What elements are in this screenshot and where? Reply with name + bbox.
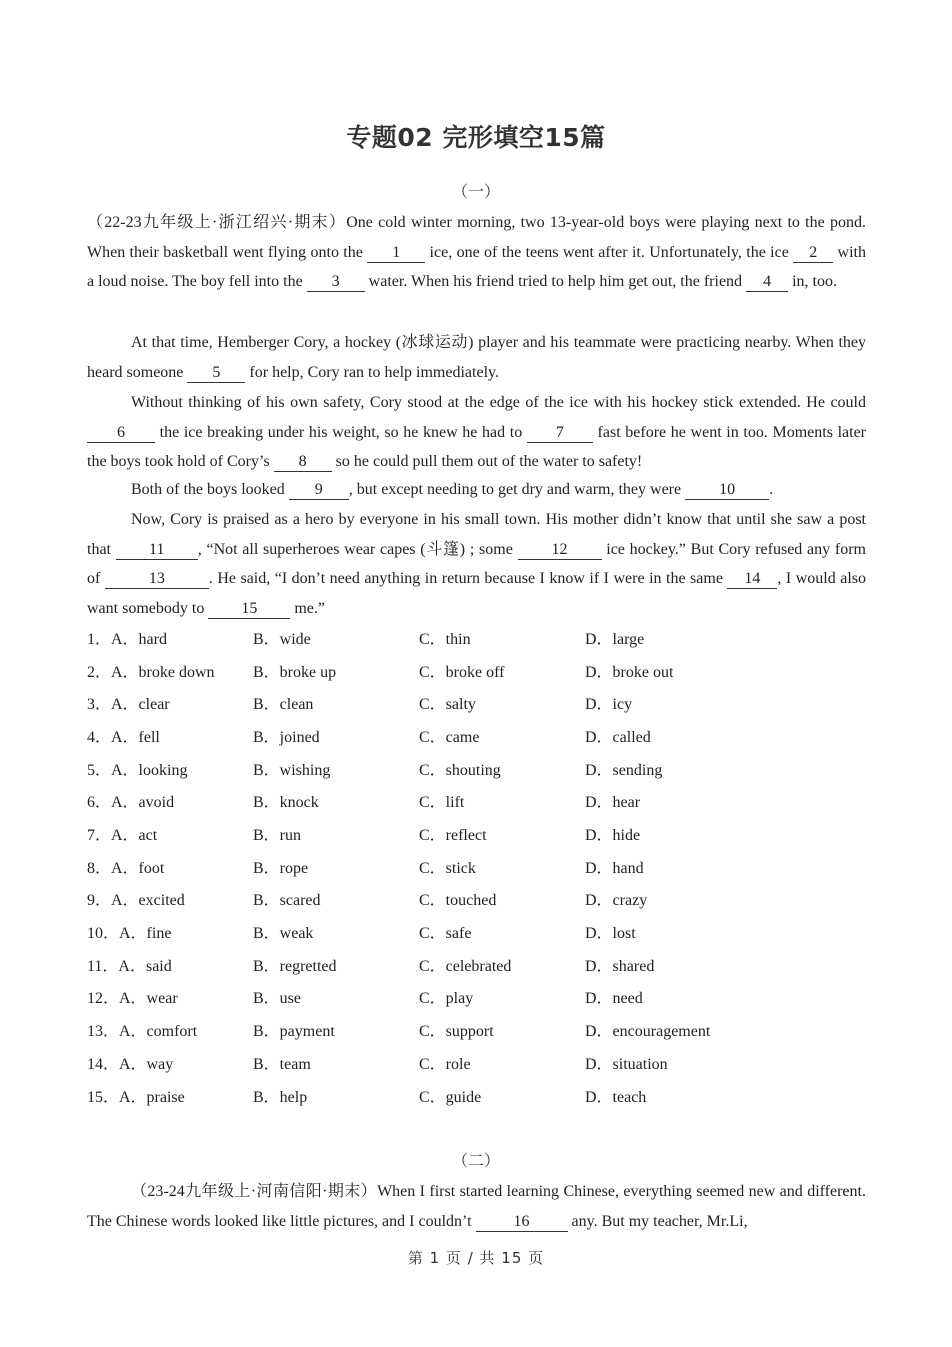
question-options-9: 9．A．excited B．scared C．touched D．crazy — [87, 892, 648, 909]
blank-11: 11 — [116, 541, 198, 560]
blank-10: 10 — [685, 481, 769, 500]
passage2-paragraph-1: （23-24九年级上·河南信阳·期末）When I first started learning Chinese, everything seemed new and different. The Chinese words looked like little pictures, and I couldn’t 16 any. But my teacher, Mr.Li, — [87, 1183, 866, 1230]
question-options-5: 5．A．looking B．wishing C．shouting D．sending — [87, 762, 663, 779]
question-options-4: 4．A．fell B．joined C．came D．called — [87, 729, 651, 746]
section-heading-2: （二） — [451, 1153, 500, 1170]
passage-paragraph-4: Both of the boys looked 9 , but except needing to get dry and warm, they were 10 . — [131, 481, 774, 498]
question-options-15: 15．A．praise B．help C．guide D．teach — [87, 1089, 647, 1106]
source-tag: （22-23九年级上·浙江绍兴·期末） — [87, 214, 347, 231]
passage-paragraph-5: Now, Cory is praised as a hero by everyone in his small town. His mother didn’t know that until she saw a post that 11 , “Not all superheroes wear capes (斗篷) ; some 12 ice hockey.” But Cory refused any form of 13 . He said, “I don’t need anything in return because I know if I were in the same 14 , I would also want somebody to 15 me.” — [87, 511, 866, 617]
question-options-3: 3．A．clear B．clean C．salty D．icy — [87, 696, 633, 713]
question-options-6: 6．A．avoid B．knock C．lift D．hear — [87, 794, 641, 811]
blank-3: 3 — [307, 273, 365, 292]
blank-4: 4 — [746, 273, 788, 292]
blank-6: 6 — [87, 424, 155, 443]
question-options-13: 13．A．comfort B．payment C．support D．encouragement — [87, 1023, 711, 1040]
question-options-14: 14．A．way B．team C．role D．situation — [87, 1056, 668, 1073]
question-options-8: 8．A．foot B．rope C．stick D．hand — [87, 860, 644, 877]
blank-1: 1 — [367, 244, 425, 263]
question-options-1: 1．A．hard B．wide C．thin D．large — [87, 631, 645, 648]
question-options-7: 7．A．act B．run C．reflect D．hide — [87, 827, 641, 844]
passage-paragraph-1: （22-23九年级上·浙江绍兴·期末）One cold winter morning, two 13-year-old boys were playing next to the pond. When their basketball went flying onto the 1 ice, one of the teens went after it. Unfortunately, the ice 2 with a loud noise. The boy fell into the 3 water. When his friend tried to help him get out, the friend 4 in, too. — [87, 214, 867, 290]
blank-12: 12 — [518, 541, 602, 560]
blank-7: 7 — [527, 424, 593, 443]
passage-paragraph-2: At that time, Hemberger Cory, a hockey (冰球运动) player and his teammate were practicing nearby. When they heard someone 5 for help, Cory ran to help immediately. — [87, 334, 866, 381]
source-tag-2: （23-24九年级上·河南信阳·期末） — [131, 1183, 378, 1200]
blank-2: 2 — [793, 244, 833, 263]
question-options-2: 2．A．broke down B．broke up C．broke off D．broke out — [87, 664, 674, 681]
blank-15: 15 — [208, 600, 290, 619]
question-options-12: 12．A．wear B．use C．play D．need — [87, 990, 643, 1007]
section-heading-1: （一） — [451, 184, 500, 201]
question-options-10: 10．A．fine B．weak C．safe D．lost — [87, 925, 636, 942]
blank-13: 13 — [105, 570, 209, 589]
passage-paragraph-3: Without thinking of his own safety, Cory stood at the edge of the ice with his hockey stick extended. He could 6 the ice breaking under his weight, so he knew he had to 7 fast before he went in too. Moments later the boys took hold of Cory’s 8 so he could pull them out of the water to safety! — [87, 394, 867, 470]
question-options-11: 11．A．said B．regretted C．celebrated D．shared — [87, 958, 655, 975]
page-title: 专题02 完形填空15篇 — [346, 123, 606, 152]
blank-9: 9 — [289, 481, 349, 500]
blank-8: 8 — [274, 453, 332, 472]
blank-5: 5 — [187, 364, 245, 383]
blank-14: 14 — [727, 570, 777, 589]
page-footer: 第 1 页 / 共 15 页 — [407, 1249, 545, 1267]
blank-16: 16 — [476, 1213, 568, 1232]
